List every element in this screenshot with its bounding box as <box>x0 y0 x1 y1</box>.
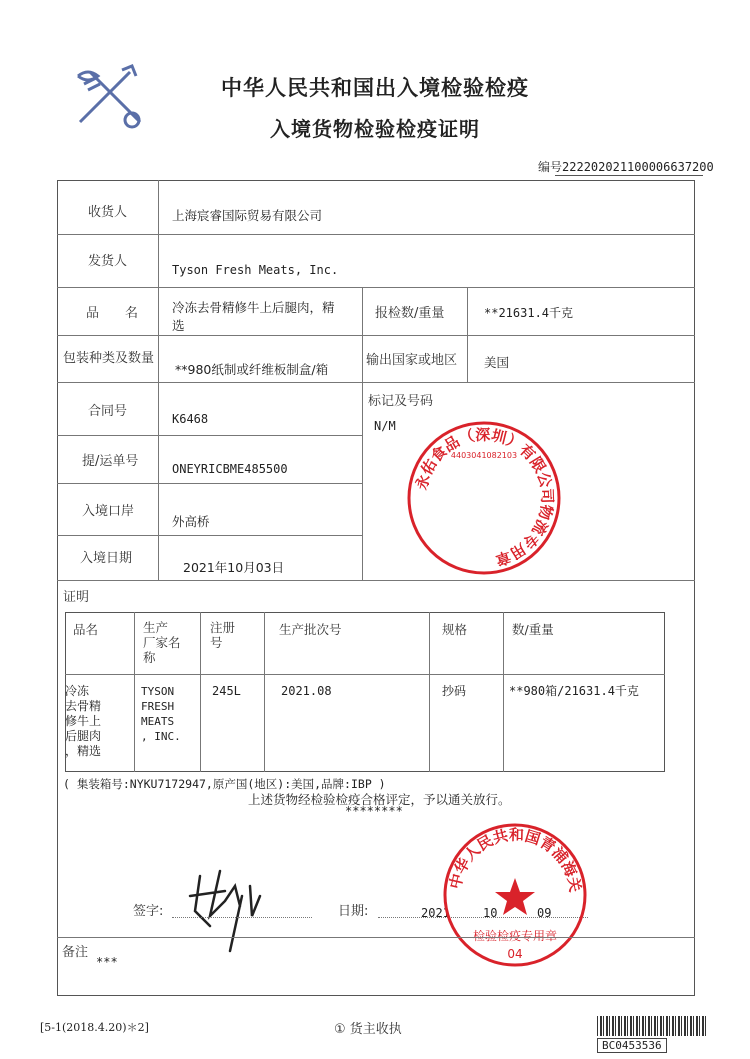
row-maker-1: TYSON <box>141 685 175 698</box>
table-col-divider <box>429 612 430 772</box>
col-header-reg-2: 号 <box>210 635 223 650</box>
row-maker-2: FRESH <box>141 700 175 713</box>
customs-seal-number: 04 <box>507 947 523 961</box>
sign-day: 09 <box>537 906 552 920</box>
col-header-maker-1: 生产 <box>143 620 169 635</box>
table-col-divider <box>503 612 504 772</box>
customs-seal <box>440 820 590 970</box>
signature-label: 签字: <box>133 904 164 919</box>
statement-stars: ******** <box>345 804 403 818</box>
container-note: ( 集装箱号:NYKU7172947,原产国(地区):美国,品牌:IBP ) <box>63 777 386 791</box>
row-name-4: 后腿肉 <box>65 729 102 743</box>
row-divider <box>57 287 695 288</box>
sign-month: 10 <box>483 906 498 920</box>
customs-seal-sub: 检验检疫专用章 <box>472 929 558 943</box>
form-code: [5-1(2018.4.20)＊2] <box>40 1021 149 1034</box>
entry-date-value: 2021年10月03日 <box>183 560 285 575</box>
table-header-divider <box>65 674 665 675</box>
contract-label: 合同号 <box>88 404 128 419</box>
row-divider <box>57 483 362 484</box>
product-label: 品 名 <box>86 306 139 321</box>
serial-underline <box>555 175 703 176</box>
col-header-maker <box>143 620 181 665</box>
qty-value: **21631.4千克 <box>484 306 574 320</box>
row-maker-4: , INC. <box>141 730 181 743</box>
company-seal <box>404 418 564 578</box>
consignee-label: 收货人 <box>88 205 128 220</box>
row-maker <box>141 684 181 744</box>
sign-date-label: 日期: <box>338 904 369 919</box>
product-value-2: 选 <box>172 318 185 333</box>
customs-seal-text: 中华人民共和国青浦海关 <box>446 825 585 894</box>
port-value: 外高桥 <box>172 514 210 529</box>
row-name-5: ，精选 <box>65 744 102 758</box>
col-header-reg <box>210 620 235 650</box>
col-divider <box>362 287 363 580</box>
certificate-label: 证明 <box>63 590 90 605</box>
barcode-number: BC0453536 <box>597 1038 667 1053</box>
bl-value: ONEYRICBME485500 <box>172 462 288 476</box>
row-maker-3: MEATS <box>141 715 175 728</box>
row-divider <box>57 335 695 336</box>
row-name-3: 修牛上 <box>65 714 102 728</box>
sign-year: 2021 <box>421 906 450 920</box>
document-subtitle: 入境货物检验检疫证明 <box>270 117 480 141</box>
col-divider <box>158 180 159 580</box>
contract-value: K6468 <box>172 412 209 426</box>
col-divider <box>467 287 468 382</box>
product-value-1: 冷冻去骨精修牛上后腿肉，精 <box>172 300 335 315</box>
serial-label: 编号 <box>538 160 563 174</box>
consignor-value: Tyson Fresh Meats, Inc. <box>172 263 339 277</box>
remarks-label: 备注 <box>62 945 89 960</box>
consignor-label: 发货人 <box>88 254 128 269</box>
row-divider <box>57 234 695 235</box>
signature-line <box>172 917 312 918</box>
row-name <box>65 684 101 759</box>
col-header-qty: 数/重量 <box>512 622 554 637</box>
serial-value: 222202021100006637200 <box>562 160 714 174</box>
package-value: **980纸制或纤维板制盒/箱 <box>175 362 329 377</box>
row-qty: **980箱/21631.4千克 <box>509 684 639 698</box>
copy-label: ① 货主收执 <box>334 1022 402 1037</box>
col-header-name: 品名 <box>73 622 99 637</box>
row-spec: 抄码 <box>442 684 467 698</box>
origin-label: 输出国家或地区 <box>366 353 458 368</box>
col-header-spec: 规格 <box>442 622 468 637</box>
row-name-2: 去骨精 <box>65 699 102 713</box>
document-title: 中华人民共和国出入境检验检疫 <box>221 76 529 100</box>
svg-text:永佑食品（深圳）有限公司物流专用章 <box>412 426 556 569</box>
remarks-divider <box>57 937 695 938</box>
seal-star-icon <box>495 878 535 915</box>
package-label: 包装种类及数量 <box>63 351 155 366</box>
company-seal-number: 4403041082103 <box>450 451 518 460</box>
marks-value: N/M <box>374 419 396 433</box>
row-batch: 2021.08 <box>281 684 332 698</box>
port-label: 入境口岸 <box>82 504 135 519</box>
row-divider <box>57 382 695 383</box>
consignee-value: 上海宸睿国际贸易有限公司 <box>172 208 323 223</box>
marks-label: 标记及号码 <box>368 394 434 409</box>
table-col-divider <box>134 612 135 772</box>
row-reg: 245L <box>212 684 241 698</box>
origin-value: 美国 <box>484 355 510 370</box>
col-header-batch: 生产批次号 <box>279 622 342 637</box>
row-divider <box>57 580 695 581</box>
row-divider <box>57 435 362 436</box>
row-divider <box>57 535 362 536</box>
clearance-statement: 上述货物经检验检疫合格评定，予以通关放行。 <box>248 792 511 807</box>
remarks-value: *** <box>96 955 118 969</box>
table-col-divider <box>264 612 265 772</box>
row-name-1: 冷冻 <box>65 684 90 698</box>
company-seal-text: 永佑食品（深圳）有限公司物流专用章 <box>412 425 557 569</box>
col-header-maker-3: 称 <box>143 650 156 665</box>
entry-date-label: 入境日期 <box>80 551 133 566</box>
col-header-maker-2: 厂家名 <box>143 635 181 650</box>
bl-label: 提/运单号 <box>82 454 139 469</box>
barcode <box>597 1016 707 1036</box>
qty-label: 报检数/重量 <box>375 306 445 321</box>
table-col-divider <box>200 612 201 772</box>
handwritten-signature <box>180 856 280 956</box>
serial-number <box>538 158 714 175</box>
col-header-reg-1: 注册 <box>210 620 236 635</box>
